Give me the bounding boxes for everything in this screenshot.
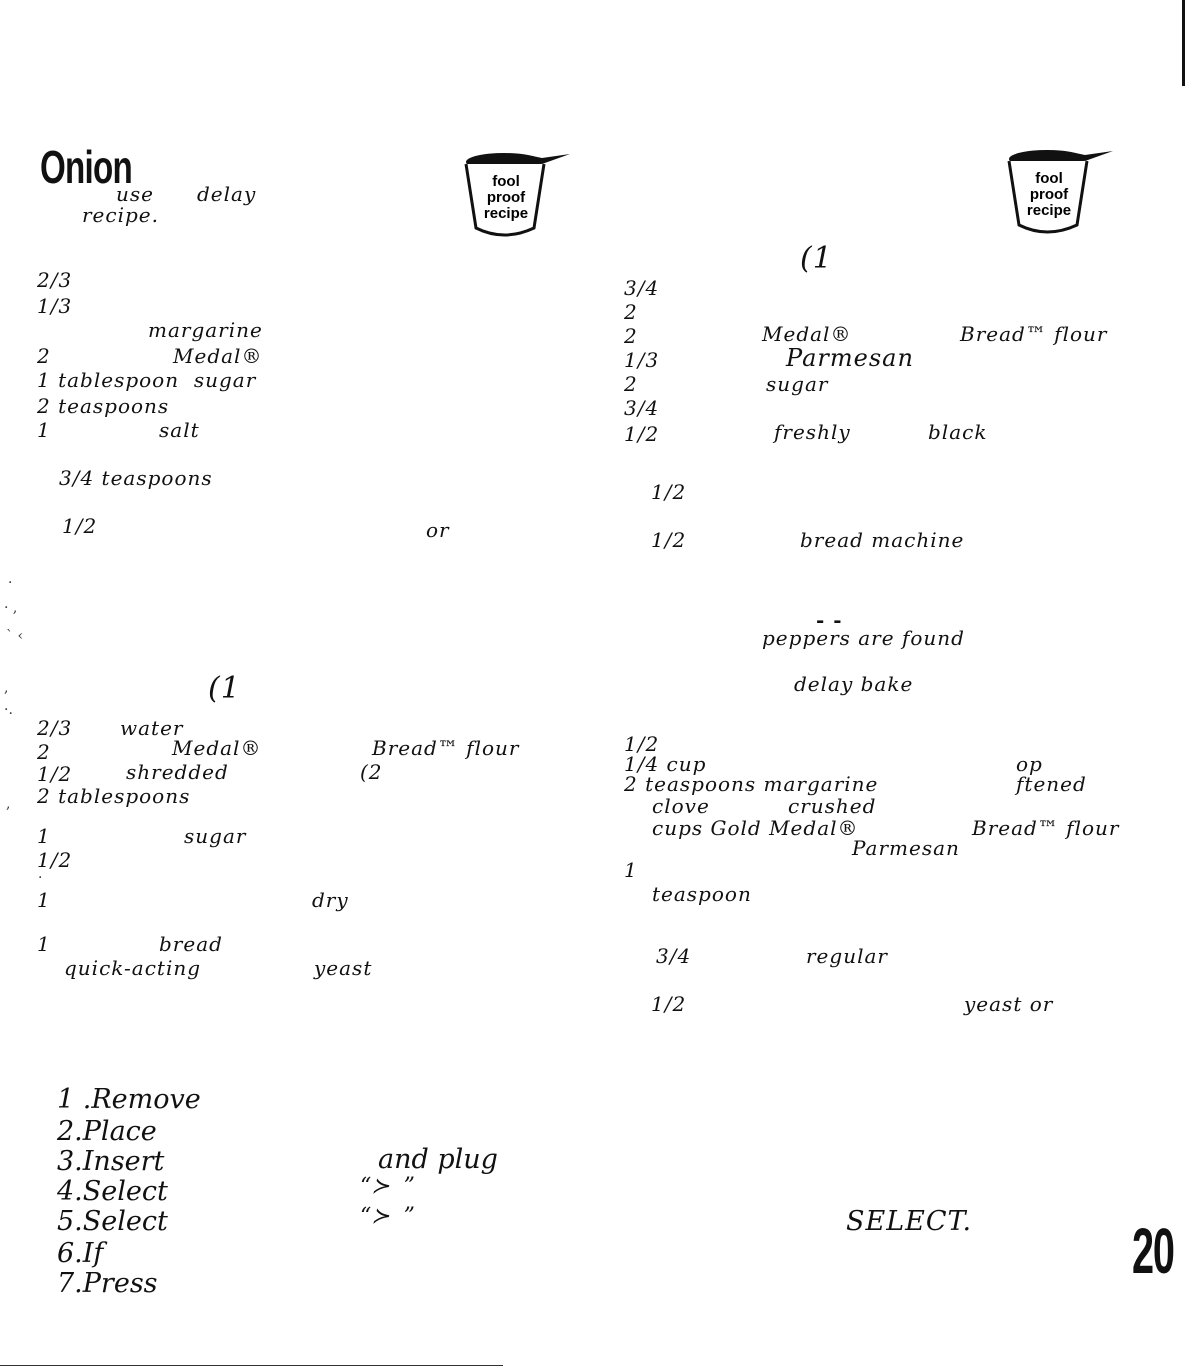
- right-top-ingredient-3: 2: [624, 324, 638, 348]
- right-top-ingredient-14: 1/2: [651, 480, 687, 504]
- left-top-ingredient-11: 1/2: [62, 514, 98, 538]
- right-top-ingredient-7: Parmesan: [786, 344, 914, 372]
- right-note-delay-bake: delay bake: [794, 672, 914, 696]
- right-top-ingredient-5: Bread™ flour: [960, 322, 1108, 346]
- right-bottom-ingredient-7: crushed: [788, 794, 877, 818]
- left-top-ingredient-10: 3/4 teaspoons: [59, 466, 213, 490]
- left-bottom-ingredient-17: quick-acting: [64, 956, 202, 980]
- left-top-ingredient-5: Medal®: [173, 344, 263, 368]
- left-top-ingredient-2: 1/3: [37, 294, 73, 318]
- badge-line-fool: fool: [1035, 170, 1063, 187]
- left-bottom-ingredient-5: Bread™ flour: [372, 736, 520, 760]
- left-bottom-ingredient-7: shredded: [126, 760, 229, 784]
- right-top-ingredient-1: 3/4: [624, 276, 660, 300]
- right-top-ingredient-13: black: [928, 420, 988, 444]
- right-size-heading: (1: [800, 241, 833, 276]
- margin-speck: ` ‹: [6, 628, 24, 644]
- badge-line-fool: fool: [492, 173, 520, 190]
- margin-speck: ·.: [4, 702, 13, 718]
- right-top-ingredient-6: 1/3: [624, 348, 660, 372]
- step-5-symbol: “≻ ”: [360, 1204, 415, 1229]
- left-top-ingredient-1: 2/3: [37, 268, 73, 292]
- left-bottom-ingredient-10: 1: [37, 824, 51, 848]
- badge-line-proof: proof: [1029, 186, 1069, 203]
- left-top-ingredient-12: or: [426, 518, 450, 542]
- badge-line-recipe: recipe: [483, 205, 529, 222]
- left-top-ingredient-8: 1: [37, 418, 51, 442]
- left-bottom-ingredient-15: 1: [37, 932, 51, 956]
- fool-proof-recipe-badge-right: [1001, 143, 1113, 237]
- right-top-ingredient-16: bread machine: [800, 528, 965, 552]
- intro-word-recipe: recipe.: [82, 203, 159, 227]
- left-bottom-ingredient-4: Medal®: [172, 736, 262, 760]
- right-bottom-ingredient-5: ftened: [1016, 772, 1087, 796]
- badge-line-proof: proof: [486, 189, 526, 206]
- right-bottom-ingredient-9: Bread™ flour: [972, 816, 1120, 840]
- right-bottom-ingredient-10: Parmesan: [852, 836, 960, 860]
- step-6: 6.If: [57, 1238, 104, 1269]
- right-bottom-ingredient-6: clove: [652, 794, 710, 818]
- right-top-ingredient-11: 1/2: [624, 422, 660, 446]
- step-4-symbol: “≻ ”: [360, 1174, 415, 1199]
- step-5: 5.Select: [57, 1206, 168, 1237]
- right-bottom-ingredient-8: cups Gold Medal®: [652, 816, 859, 840]
- right-top-ingredient-12: freshly: [774, 420, 851, 444]
- left-bottom-ingredient-18: yeast: [314, 956, 373, 980]
- right-bottom-ingredient-15: 1/2: [651, 992, 687, 1016]
- left-top-ingredient-6: 1 tablespoon sugar: [37, 368, 257, 392]
- intro-word-delay: delay: [197, 182, 257, 206]
- right-bottom-ingredient-1: 1/2: [624, 732, 660, 756]
- right-top-ingredient-10: 3/4: [624, 396, 660, 420]
- right-bottom-ingredient-16: yeast or: [964, 992, 1054, 1016]
- right-bottom-ingredient-12: teaspoon: [652, 882, 752, 906]
- step-4: 4.Select: [57, 1176, 168, 1207]
- left-bottom-ingredient-8: (2: [360, 760, 383, 784]
- left-size-heading: (1: [208, 671, 241, 706]
- right-top-ingredient-4: Medal®: [762, 322, 852, 346]
- step-3: 3.Insert: [57, 1146, 165, 1177]
- step-3-continued: and plug: [378, 1144, 498, 1175]
- page-number: 20: [1132, 1215, 1174, 1287]
- right-bottom-ingredient-14: regular: [806, 944, 888, 968]
- left-bottom-ingredient-3: 2: [37, 740, 51, 764]
- step-2: 2.Place: [57, 1116, 157, 1147]
- left-top-ingredient-4: 2: [37, 344, 51, 368]
- left-bottom-ingredient-11: sugar: [184, 824, 247, 848]
- left-bottom-ingredient-16: bread: [159, 932, 223, 956]
- left-bottom-ingredient-13: 1: [37, 888, 51, 912]
- margin-speck: ·: [38, 870, 43, 886]
- left-top-ingredient-3: margarine: [148, 318, 263, 342]
- note-dashes: - -: [816, 608, 843, 632]
- left-bottom-ingredient-14: dry: [312, 888, 349, 912]
- left-bottom-ingredient-9: 2 tablespoons: [37, 784, 191, 808]
- left-top-ingredient-9: salt: [159, 418, 200, 442]
- margin-speck: ,: [6, 796, 11, 812]
- intro-word-use: use: [116, 182, 154, 206]
- right-top-ingredient-8: 2: [624, 372, 638, 396]
- step-7: 7.Press: [57, 1268, 158, 1299]
- left-bottom-ingredient-6: 1/2: [37, 762, 73, 786]
- right-top-ingredient-9: sugar: [766, 372, 829, 396]
- badge-line-recipe: recipe: [1026, 202, 1072, 219]
- left-bottom-ingredient-2: water: [120, 716, 184, 740]
- right-bottom-ingredient-3: op: [1016, 752, 1043, 776]
- fool-proof-recipe-badge-left: [458, 146, 570, 240]
- margin-speck: ,: [4, 680, 9, 696]
- right-top-ingredient-15: 1/2: [651, 528, 687, 552]
- right-note-peppers: peppers are found: [762, 626, 965, 650]
- right-top-ingredient-2: 2: [624, 300, 638, 324]
- step-select-label: SELECT.: [846, 1206, 973, 1237]
- right-bottom-ingredient-2: 1/4 cup: [624, 752, 707, 776]
- right-bottom-ingredient-11: 1: [624, 858, 638, 882]
- margin-speck: · ,: [4, 600, 18, 616]
- bottom-rule: [0, 1365, 503, 1366]
- left-bottom-ingredient-12: 1/2: [37, 848, 73, 872]
- left-top-ingredient-7: 2 teaspoons: [37, 394, 170, 418]
- step-1: 1 .Remove: [57, 1084, 201, 1115]
- right-bottom-ingredient-13: 3/4: [656, 944, 692, 968]
- right-bottom-ingredient-4: 2 teaspoons margarine: [624, 772, 879, 796]
- margin-speck: ·: [8, 575, 13, 591]
- left-bottom-ingredient-1: 2/3: [37, 716, 73, 740]
- page-title: Onion: [40, 141, 133, 193]
